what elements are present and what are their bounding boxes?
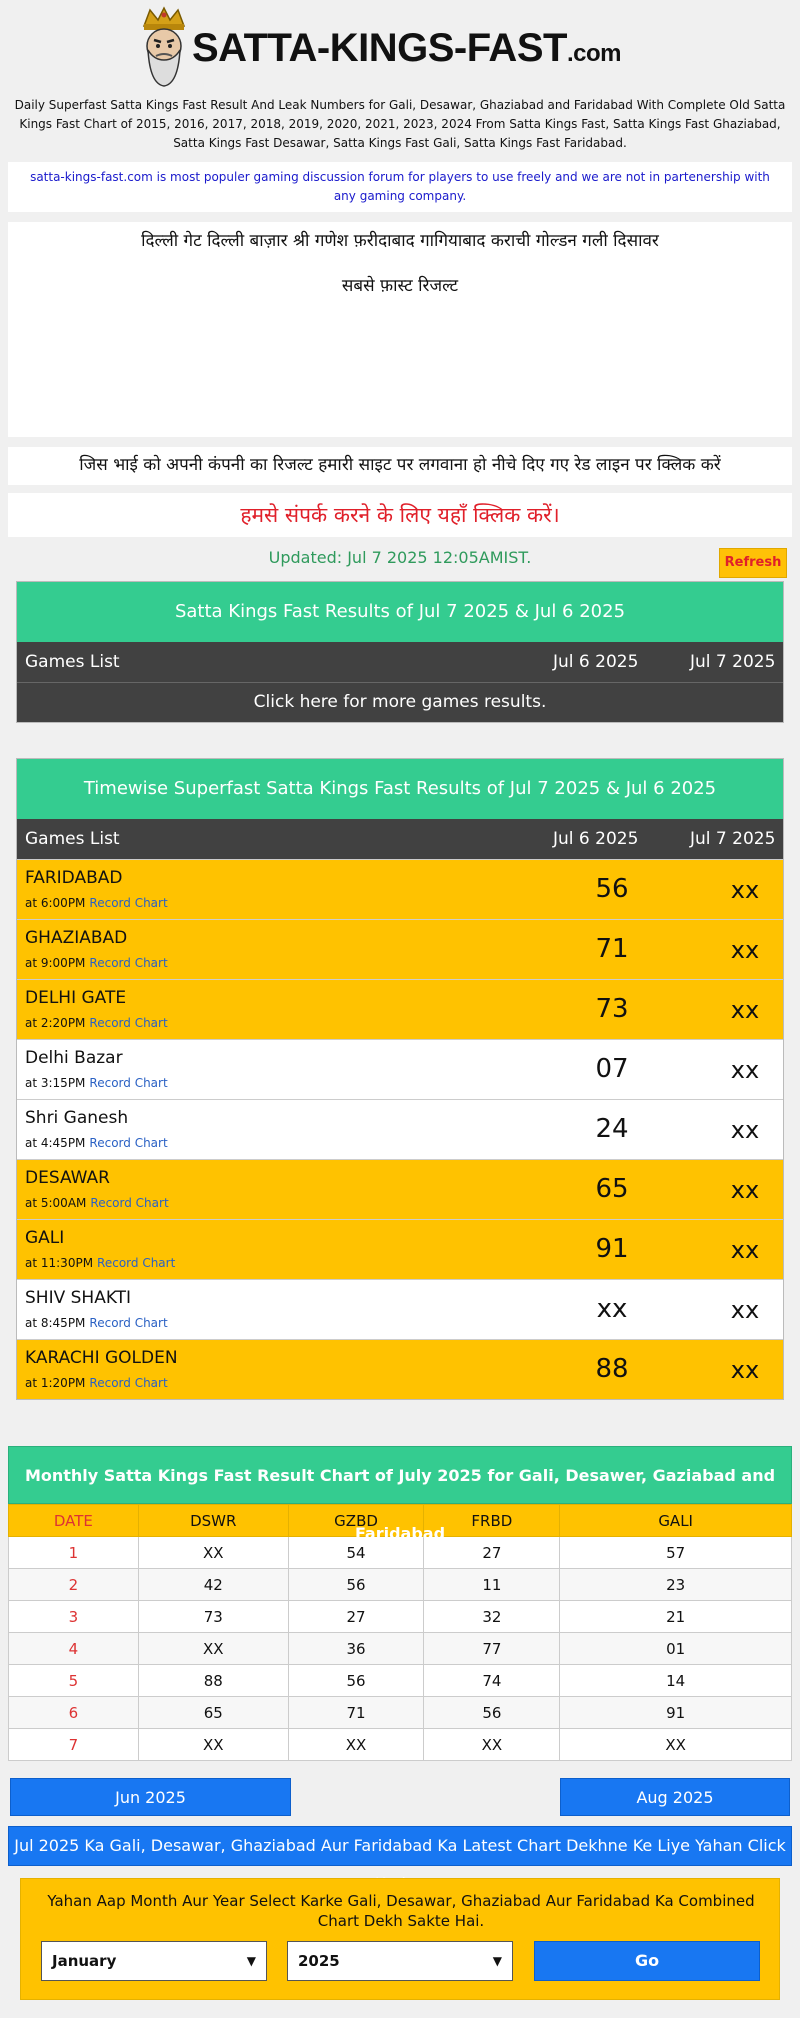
latest-chart-link[interactable]: Jul 2025 Ka Gali, Desawar, Ghaziabad Aur Faridabad Ka Latest Chart Dekhne Ke Liye Yahan Click [8, 1826, 792, 1866]
date-cell: 6 [9, 1697, 139, 1729]
result-cell: 14 [560, 1665, 792, 1697]
result-date-1: xx [596, 1294, 628, 1324]
game-time: at 6:00PM [25, 896, 86, 910]
updated-timestamp: Updated: Jul 7 2025 12:05AMIST. [268, 548, 532, 567]
game-name: GALI [25, 1228, 65, 1248]
result-cell: 23 [560, 1569, 792, 1601]
monthly-chart [8, 1446, 792, 1761]
timewise-header-row [17, 819, 783, 859]
selector-instructions: Yahan Aap Month Aur Year Select Karke Gali, Desawar, Ghaziabad Aur Faridabad Ka Combined Chart Dekh Sakte Hai. [47, 1892, 755, 1930]
result-date-2: xx [730, 1356, 760, 1384]
more-games-link[interactable]: Click here for more games results. [17, 682, 783, 722]
result-cell: 56 [288, 1569, 424, 1601]
col-games-list: Games List [25, 829, 120, 849]
monthly-col-header: GZBD [288, 1505, 424, 1537]
result-cell: 36 [288, 1633, 424, 1665]
monthly-col-header: DSWR [138, 1505, 288, 1537]
result-date-1: 56 [595, 874, 629, 904]
result-cell: 56 [288, 1665, 424, 1697]
col-date-1: Jul 6 2025 [553, 829, 639, 849]
monthly-col-header: DATE [9, 1505, 139, 1537]
table-row [9, 1569, 792, 1601]
record-chart-link[interactable]: Record Chart [89, 1076, 168, 1090]
game-row [17, 979, 783, 1039]
game-name: GHAZIABAD [25, 928, 128, 948]
logo-main-text: SATTA-KINGS-FAST [192, 26, 567, 70]
prev-month-button[interactable]: Jun 2025 [10, 1778, 291, 1816]
refresh-button[interactable]: Refresh [719, 548, 787, 578]
notice-line-fast: सबसे फ़ास्ट रिजल्ट [341, 276, 459, 296]
chart-selector [20, 1878, 780, 2000]
game-name: FARIDABAD [25, 868, 123, 888]
result-cell: 27 [424, 1537, 560, 1569]
game-row [17, 919, 783, 979]
game-name: DELHI GATE [25, 988, 127, 1008]
monthly-col-header: GALI [560, 1505, 792, 1537]
logo-suffix-text: .com [566, 40, 621, 67]
record-chart-link[interactable]: Record Chart [89, 1316, 168, 1330]
year-select-value: 2025 [298, 1952, 340, 1970]
results-card [16, 581, 784, 723]
timewise-rows [17, 859, 783, 1399]
date-cell: 2 [9, 1569, 139, 1601]
result-cell: XX [424, 1729, 560, 1761]
date-cell: 4 [9, 1633, 139, 1665]
col-date-1: Jul 6 2025 [553, 652, 639, 672]
chevron-down-icon: ▼ [492, 1954, 502, 1968]
date-cell: 3 [9, 1601, 139, 1633]
result-date-2: xx [730, 1176, 760, 1204]
result-date-1: 73 [595, 994, 629, 1024]
result-cell: 27 [288, 1601, 424, 1633]
result-cell: 71 [288, 1697, 424, 1729]
game-row [17, 1219, 783, 1279]
result-cell: 65 [138, 1697, 288, 1729]
game-name: Delhi Bazar [25, 1048, 123, 1068]
result-cell: 11 [424, 1569, 560, 1601]
game-time-info [25, 1076, 168, 1090]
site-header [0, 0, 800, 96]
col-date-2: Jul 7 2025 [690, 652, 776, 672]
site-description: Daily Superfast Satta Kings Fast Result And Leak Numbers for Gali, Desawar, Ghaziabad and Faridabad With Complete Old Satta Kings Fast Chart of 2015, 2016, 2017, 2018, 2019, 2020, 2021, 2023, 2024 From Satta Kings Fast, Satta Kings Fast Ghaziabad, Satta Kings Fast Desawar, Satta Kings Fast Gali, Satta Kings Fast Faridabad. [14, 98, 786, 150]
game-time: at 11:30PM [25, 1256, 94, 1270]
disclaimer-text: satta-kings-fast.com is most populer gaming discussion forum for players to use freely and we are not in partenership with any gaming company. [8, 162, 792, 212]
result-cell: XX [560, 1729, 792, 1761]
game-time: at 2:20PM [25, 1016, 86, 1030]
result-cell: 56 [424, 1697, 560, 1729]
result-date-2: xx [730, 1116, 760, 1144]
record-chart-link[interactable]: Record Chart [89, 896, 168, 910]
game-name: DESAWAR [25, 1168, 110, 1188]
monthly-title: Monthly Satta Kings Fast Result Chart of July 2025 for Gali, Desawer, Gaziabad and Faridabad [8, 1446, 792, 1504]
result-date-2: xx [730, 996, 760, 1024]
date-cell: 1 [9, 1537, 139, 1569]
result-cell: 73 [138, 1601, 288, 1633]
result-date-1: 65 [595, 1174, 629, 1204]
result-cell: 42 [138, 1569, 288, 1601]
game-name: Shri Ganesh [25, 1108, 129, 1128]
game-row [17, 1099, 783, 1159]
game-row [17, 859, 783, 919]
result-cell: 32 [424, 1601, 560, 1633]
results-title: Satta Kings Fast Results of Jul 7 2025 & Jul 6 2025 [17, 582, 783, 642]
date-cell: 7 [9, 1729, 139, 1761]
game-time: at 9:00PM [25, 956, 86, 970]
game-time: at 4:45PM [25, 1136, 86, 1150]
record-chart-link[interactable]: Record Chart [90, 1196, 169, 1210]
contact-link[interactable]: हमसे संपर्क करने के लिए यहाँ क्लिक करें। [8, 493, 792, 537]
go-button[interactable]: Go [534, 1941, 760, 1981]
game-time: at 1:20PM [25, 1376, 86, 1390]
game-time-info [25, 1376, 168, 1390]
game-name: SHIV SHAKTI [25, 1288, 132, 1308]
result-date-1: 91 [595, 1234, 629, 1264]
timewise-card [16, 758, 784, 1400]
result-cell: 91 [560, 1697, 792, 1729]
result-date-2: xx [730, 1236, 760, 1264]
record-chart-link[interactable]: Record Chart [89, 1136, 168, 1150]
date-cell: 5 [9, 1665, 139, 1697]
result-date-1: 07 [595, 1054, 629, 1084]
col-date-2: Jul 7 2025 [690, 829, 776, 849]
table-row [9, 1633, 792, 1665]
game-time: at 8:45PM [25, 1316, 86, 1330]
monthly-col-header: FRBD [424, 1505, 560, 1537]
month-select-value: January [52, 1952, 117, 1970]
result-cell: XX [138, 1729, 288, 1761]
result-cell: 57 [560, 1537, 792, 1569]
contact-info-text: जिस भाई को अपनी कंपनी का रिजल्ट हमारी साइट पर लगवाना हो नीचे दिए गए रेड लाइन पर क्लिक करें [8, 447, 792, 485]
game-row [17, 1339, 783, 1399]
result-date-2: xx [730, 1056, 760, 1084]
game-row [17, 1039, 783, 1099]
table-row [9, 1729, 792, 1761]
table-row [9, 1601, 792, 1633]
game-time: at 5:00AM [25, 1196, 87, 1210]
game-name: KARACHI GOLDEN [25, 1348, 178, 1368]
game-time-info [25, 1136, 168, 1150]
king-logo-icon [138, 6, 190, 88]
result-cell: 88 [138, 1665, 288, 1697]
year-select[interactable] [287, 1941, 513, 1981]
result-cell: 21 [560, 1601, 792, 1633]
result-cell: 01 [560, 1633, 792, 1665]
result-cell: 74 [424, 1665, 560, 1697]
timewise-title: Timewise Superfast Satta Kings Fast Results of Jul 7 2025 & Jul 6 2025 [17, 759, 783, 819]
result-date-1: 71 [595, 934, 629, 964]
site-logo[interactable] [192, 26, 621, 71]
result-cell: 77 [424, 1633, 560, 1665]
table-row [9, 1665, 792, 1697]
notice-line-games: दिल्ली गेट दिल्ली बाज़ार श्री गणेश फ़रीदाबाद गागियाबाद कराची गोल्डन गली दिसावर [141, 231, 659, 251]
result-date-2: xx [730, 1296, 760, 1324]
record-chart-link[interactable]: Record Chart [89, 1016, 168, 1030]
result-cell: XX [138, 1633, 288, 1665]
game-time-info [25, 1196, 169, 1210]
result-date-2: xx [730, 876, 760, 904]
game-time-info [25, 956, 168, 970]
game-row [17, 1279, 783, 1339]
result-date-1: 88 [595, 1354, 629, 1384]
game-row [17, 1159, 783, 1219]
monthly-body [9, 1537, 792, 1761]
results-header-row [17, 642, 783, 682]
result-date-2: xx [730, 936, 760, 964]
record-chart-link[interactable]: Record Chart [89, 1376, 168, 1390]
result-cell: XX [138, 1537, 288, 1569]
game-time-info [25, 1256, 175, 1270]
next-month-button[interactable]: Aug 2025 [560, 1778, 790, 1816]
game-time: at 3:15PM [25, 1076, 86, 1090]
result-date-1: 24 [595, 1114, 629, 1144]
result-cell: 54 [288, 1537, 424, 1569]
chevron-down-icon: ▼ [246, 1954, 256, 1968]
game-time-info [25, 1316, 168, 1330]
result-cell: XX [288, 1729, 424, 1761]
notice-box [8, 222, 792, 437]
game-time-info [25, 896, 168, 910]
record-chart-link[interactable]: Record Chart [89, 956, 168, 970]
month-select[interactable] [41, 1941, 267, 1981]
col-games-list: Games List [25, 652, 120, 672]
record-chart-link[interactable]: Record Chart [97, 1256, 176, 1270]
table-row [9, 1697, 792, 1729]
game-time-info [25, 1016, 168, 1030]
